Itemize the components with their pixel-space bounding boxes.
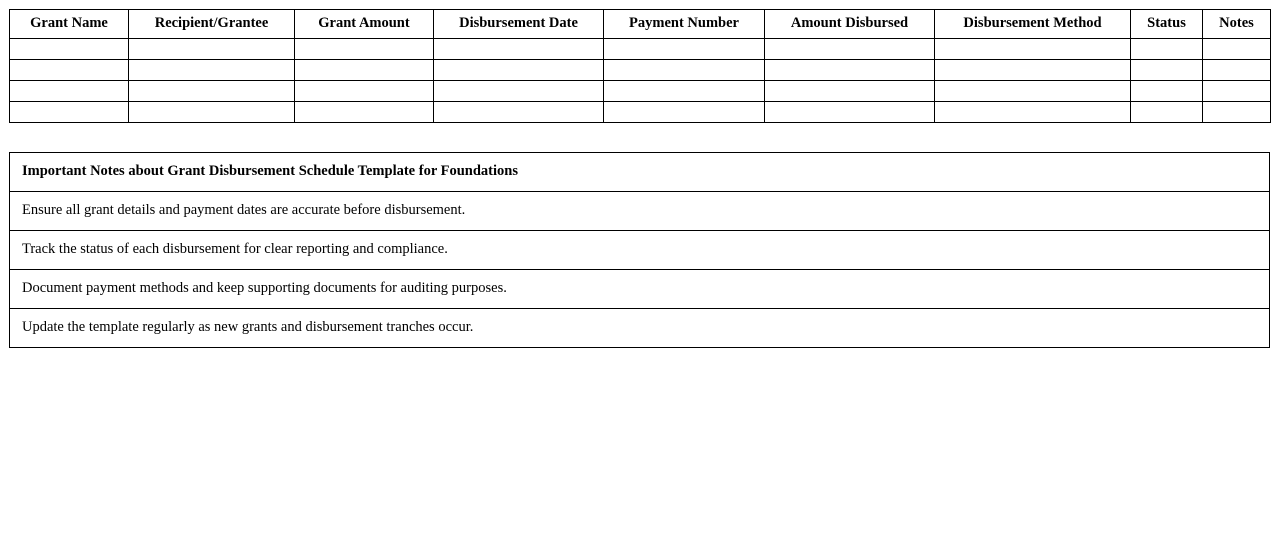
schedule-column-header: Notes xyxy=(1203,10,1271,39)
schedule-cell[interactable] xyxy=(765,81,935,102)
schedule-column-header: Disbursement Date xyxy=(434,10,604,39)
schedule-column-header: Amount Disbursed xyxy=(765,10,935,39)
schedule-cell[interactable] xyxy=(434,60,604,81)
schedule-cell[interactable] xyxy=(295,81,434,102)
notes-title-row xyxy=(10,153,1270,192)
schedule-cell[interactable] xyxy=(434,81,604,102)
notes-title-cell: Important Notes about Grant Disbursement Schedule Template for Foundations xyxy=(10,153,1270,192)
grant-disbursement-schedule-table-container xyxy=(9,9,1270,123)
schedule-cell[interactable] xyxy=(129,102,295,123)
table-row xyxy=(10,102,1271,123)
schedule-cell[interactable] xyxy=(10,39,129,60)
schedule-cell[interactable] xyxy=(10,102,129,123)
schedule-cell[interactable] xyxy=(129,60,295,81)
schedule-column-header: Payment Number xyxy=(604,10,765,39)
schedule-header-row xyxy=(10,10,1271,39)
table-row xyxy=(10,60,1271,81)
notes-item-cell: Ensure all grant details and payment dates are accurate before disbursement. xyxy=(10,192,1270,231)
schedule-cell[interactable] xyxy=(295,102,434,123)
schedule-cell[interactable] xyxy=(1203,39,1271,60)
schedule-cell[interactable] xyxy=(1203,81,1271,102)
schedule-cell[interactable] xyxy=(129,81,295,102)
notes-item-cell: Update the template regularly as new grants and disbursement tranches occur. xyxy=(10,309,1270,348)
grant-disbursement-schedule-table xyxy=(9,9,1271,123)
schedule-column-header: Status xyxy=(1131,10,1203,39)
schedule-cell[interactable] xyxy=(604,60,765,81)
schedule-cell[interactable] xyxy=(10,60,129,81)
schedule-cell[interactable] xyxy=(765,60,935,81)
schedule-cell[interactable] xyxy=(1131,39,1203,60)
notes-item-row xyxy=(10,231,1270,270)
schedule-cell[interactable] xyxy=(1131,81,1203,102)
table-row xyxy=(10,81,1271,102)
schedule-cell[interactable] xyxy=(935,60,1131,81)
schedule-cell[interactable] xyxy=(935,102,1131,123)
notes-item-cell: Track the status of each disbursement for clear reporting and compliance. xyxy=(10,231,1270,270)
notes-item-row xyxy=(10,270,1270,309)
schedule-column-header: Grant Name xyxy=(10,10,129,39)
schedule-cell[interactable] xyxy=(604,102,765,123)
notes-item-row xyxy=(10,309,1270,348)
schedule-cell[interactable] xyxy=(935,81,1131,102)
schedule-column-header: Recipient/Grantee xyxy=(129,10,295,39)
schedule-cell[interactable] xyxy=(1131,102,1203,123)
schedule-table-body xyxy=(10,39,1271,123)
table-row xyxy=(10,39,1271,60)
schedule-cell[interactable] xyxy=(765,39,935,60)
important-notes-table-container xyxy=(9,152,1270,348)
schedule-cell[interactable] xyxy=(1203,102,1271,123)
schedule-column-header: Grant Amount xyxy=(295,10,434,39)
schedule-cell[interactable] xyxy=(1203,60,1271,81)
schedule-cell[interactable] xyxy=(1131,60,1203,81)
schedule-cell[interactable] xyxy=(295,60,434,81)
schedule-cell[interactable] xyxy=(10,81,129,102)
schedule-cell[interactable] xyxy=(935,39,1131,60)
schedule-table-header xyxy=(10,10,1271,39)
notes-item-cell: Document payment methods and keep supporting documents for auditing purposes. xyxy=(10,270,1270,309)
important-notes-table xyxy=(9,152,1270,348)
schedule-column-header: Disbursement Method xyxy=(935,10,1131,39)
schedule-cell[interactable] xyxy=(604,39,765,60)
schedule-cell[interactable] xyxy=(604,81,765,102)
schedule-cell[interactable] xyxy=(765,102,935,123)
schedule-cell[interactable] xyxy=(434,102,604,123)
important-notes-table-body xyxy=(10,153,1270,348)
schedule-cell[interactable] xyxy=(129,39,295,60)
notes-item-row xyxy=(10,192,1270,231)
schedule-cell[interactable] xyxy=(434,39,604,60)
schedule-cell[interactable] xyxy=(295,39,434,60)
